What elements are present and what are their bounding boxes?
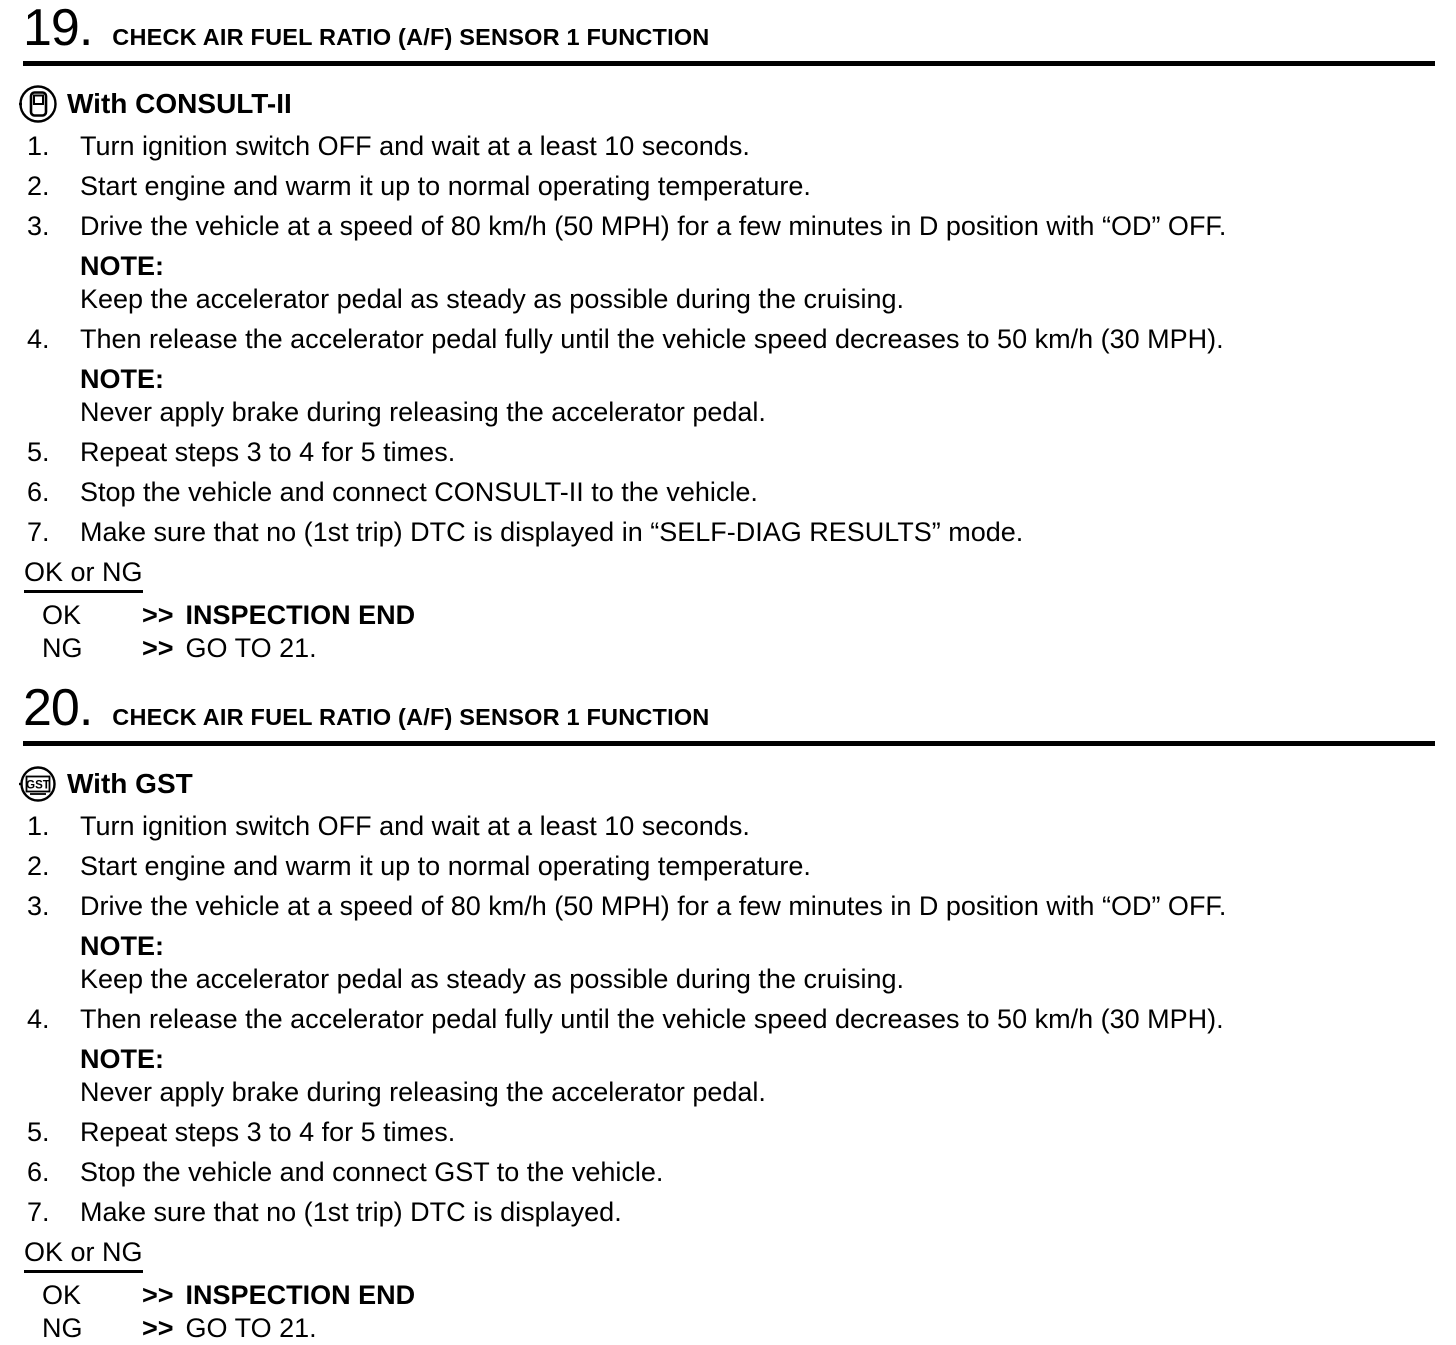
step-text: Drive the vehicle at a speed of 80 km/h (50 MPH) for a few minutes in D position with “OD” OFF. xyxy=(80,211,1227,241)
outcome-action: INSPECTION END xyxy=(185,1280,416,1310)
step-item xyxy=(27,476,1436,509)
step-text: Then release the accelerator pedal fully until the vehicle speed decreases to 50 km/h (30 MPH). xyxy=(80,1004,1224,1034)
outcome-arrow: >> xyxy=(142,1280,174,1310)
step-number: 3. xyxy=(27,891,50,921)
step-text: Stop the vehicle and connect CONSULT-II to the vehicle. xyxy=(80,477,758,507)
step-number: 1. xyxy=(27,131,50,161)
decision-label: OK or NG xyxy=(24,556,143,593)
step-item xyxy=(27,436,1436,469)
outcome-arrow: >> xyxy=(142,600,174,630)
step-number: 1. xyxy=(27,811,50,841)
note-block xyxy=(80,363,1436,429)
step-text: Turn ignition switch OFF and wait at a least 10 seconds. xyxy=(80,811,750,841)
heading-rule xyxy=(23,741,1435,746)
outcome-row-ok xyxy=(42,1279,1436,1312)
decision-heading xyxy=(24,556,1436,593)
step-number: 4. xyxy=(27,324,50,354)
step-text: Stop the vehicle and connect GST to the vehicle. xyxy=(80,1157,664,1187)
outcome-action: INSPECTION END xyxy=(185,600,416,630)
step-text: Drive the vehicle at a speed of 80 km/h (50 MPH) for a few minutes in D position with “OD” OFF. xyxy=(80,891,1227,921)
step-item xyxy=(27,1196,1436,1229)
heading-rule xyxy=(23,61,1435,66)
outcome-result: NG xyxy=(42,1313,83,1343)
step-text: Start engine and warm it up to normal operating temperature. xyxy=(80,171,811,201)
step-item xyxy=(27,516,1436,549)
step-list xyxy=(23,810,1436,1229)
outcome-arrow: >> xyxy=(142,633,174,663)
note-label: NOTE: xyxy=(80,1044,164,1074)
step-number: 3. xyxy=(27,211,50,241)
method-heading xyxy=(17,763,1436,805)
note-text: Keep the accelerator pedal as steady as possible during the cruising. xyxy=(80,964,905,994)
step-item xyxy=(27,1003,1436,1036)
decision-heading xyxy=(24,1236,1436,1273)
section-number: 19. xyxy=(23,0,93,57)
step-text: Turn ignition switch OFF and wait at a least 10 seconds. xyxy=(80,131,750,161)
outcome-result: NG xyxy=(42,633,83,663)
step-number: 6. xyxy=(27,477,50,507)
note-label: NOTE: xyxy=(80,364,164,394)
outcome-arrow: >> xyxy=(142,1313,174,1343)
section-heading xyxy=(23,679,1436,737)
step-number: 5. xyxy=(27,1117,50,1147)
outcome-row-ng xyxy=(42,632,1436,665)
step-number: 7. xyxy=(27,517,50,547)
note-block xyxy=(80,930,1436,996)
outcome-result: OK xyxy=(42,1280,82,1310)
step-item xyxy=(27,323,1436,356)
step-item xyxy=(27,210,1436,243)
step-number: 4. xyxy=(27,1004,50,1034)
note-text: Never apply brake during releasing the accelerator pedal. xyxy=(80,397,766,427)
note-text: Never apply brake during releasing the accelerator pedal. xyxy=(80,1077,766,1107)
step-number: 2. xyxy=(27,171,50,201)
step-item xyxy=(27,850,1436,883)
step-item xyxy=(27,810,1436,843)
gst-icon-text: GST xyxy=(26,779,50,792)
outcome-row-ok xyxy=(42,599,1436,632)
step-item xyxy=(27,170,1436,203)
consult-ii-icon xyxy=(17,83,59,125)
method-label: With GST xyxy=(67,768,193,799)
note-label: NOTE: xyxy=(80,251,164,281)
section-heading xyxy=(23,0,1436,57)
step-text: Then release the accelerator pedal fully until the vehicle speed decreases to 50 km/h (30 MPH). xyxy=(80,324,1224,354)
step-item xyxy=(27,890,1436,923)
step-text: Make sure that no (1st trip) DTC is displayed in “SELF-DIAG RESULTS” mode. xyxy=(80,517,1024,547)
section-number: 20. xyxy=(23,679,93,737)
note-text: Keep the accelerator pedal as steady as possible during the cruising. xyxy=(80,284,905,314)
procedure-section-19 xyxy=(23,2,1436,665)
step-number: 2. xyxy=(27,851,50,881)
outcome-action: GO TO 21. xyxy=(185,633,317,663)
outcome-result: OK xyxy=(42,600,82,630)
note-block xyxy=(80,250,1436,316)
procedure-section-20 xyxy=(23,679,1436,1345)
step-number: 5. xyxy=(27,437,50,467)
step-item xyxy=(27,1116,1436,1149)
gst-icon xyxy=(17,763,59,805)
method-heading xyxy=(17,83,1436,125)
step-item xyxy=(27,1156,1436,1189)
section-title: CHECK AIR FUEL RATIO (A/F) SENSOR 1 FUNCTION xyxy=(112,24,710,50)
outcome-action: GO TO 21. xyxy=(185,1313,317,1343)
step-text: Repeat steps 3 to 4 for 5 times. xyxy=(80,437,456,467)
section-title: CHECK AIR FUEL RATIO (A/F) SENSOR 1 FUNCTION xyxy=(112,704,710,730)
step-number: 7. xyxy=(27,1197,50,1227)
note-label: NOTE: xyxy=(80,931,164,961)
outcome-row-ng xyxy=(42,1312,1436,1345)
step-list xyxy=(23,130,1436,549)
step-text: Start engine and warm it up to normal operating temperature. xyxy=(80,851,811,881)
method-label: With CONSULT-II xyxy=(67,88,292,119)
decision-label: OK or NG xyxy=(24,1236,143,1273)
step-text: Make sure that no (1st trip) DTC is displayed. xyxy=(80,1197,622,1227)
note-block xyxy=(80,1043,1436,1109)
step-text: Repeat steps 3 to 4 for 5 times. xyxy=(80,1117,456,1147)
step-number: 6. xyxy=(27,1157,50,1187)
step-item xyxy=(27,130,1436,163)
